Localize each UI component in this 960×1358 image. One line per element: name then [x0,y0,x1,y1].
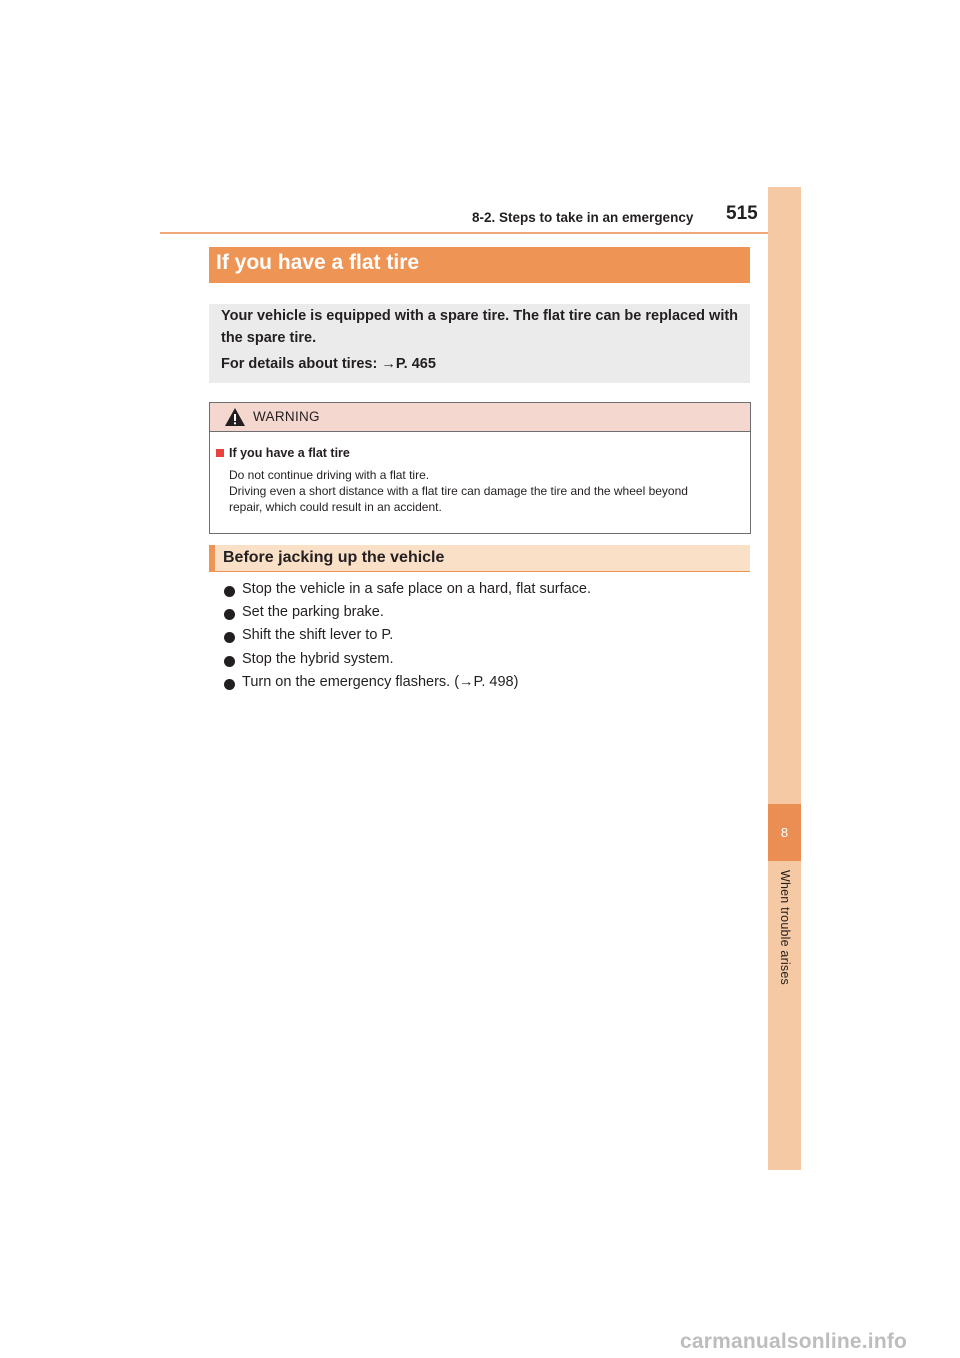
list-item: Turn on the emergency flashers. (→P. 498) [242,674,519,690]
chapter-number: 8 [780,825,789,840]
header-section-title: 8-2. Steps to take in an emergency [472,210,694,225]
warning-bullet-square-icon [216,449,224,457]
page-number: 515 [726,203,758,224]
list-item: Stop the hybrid system. [242,651,394,667]
bullet-dot-icon [224,656,235,667]
intro-line-2: the spare tire. [221,330,317,346]
watermark: carmanualsonline.info [680,1330,908,1353]
list-item: Stop the vehicle in a safe place on a hard, flat surface. [242,581,592,597]
bullet-dot-icon [224,609,235,620]
list-item: Set the parking brake. [242,604,384,620]
section-heading-accent [209,545,215,571]
bullet-dot-icon [224,679,235,690]
bullet-dot-icon [224,632,235,643]
warning-triangle-icon [224,407,246,427]
warning-text-line: Driving even a short distance with a flat tire can damage the tire and the wheel beyond [229,484,688,498]
bullet-dot-icon [224,586,235,597]
side-tab-strip [768,187,801,1170]
chapter-number-tab [768,804,801,861]
list-item: Shift the shift lever to P. [242,627,394,643]
section-heading: Before jacking up the vehicle [223,549,445,566]
warning-label: WARNING [253,409,320,424]
intro-tire-reference: For details about tires: →P. 465 [221,356,436,372]
header-divider [160,232,801,234]
warning-text-line: repair, which could result in an accident. [229,500,442,514]
intro-line-1: Your vehicle is equipped with a spare tire. The flat tire can be replaced with [221,308,739,324]
chapter-title-vertical: When trouble arises [778,870,792,985]
page-title: If you have a flat tire [216,251,420,274]
warning-subheading: If you have a flat tire [229,446,350,460]
warning-text-line: Do not continue driving with a flat tire. [229,468,430,482]
